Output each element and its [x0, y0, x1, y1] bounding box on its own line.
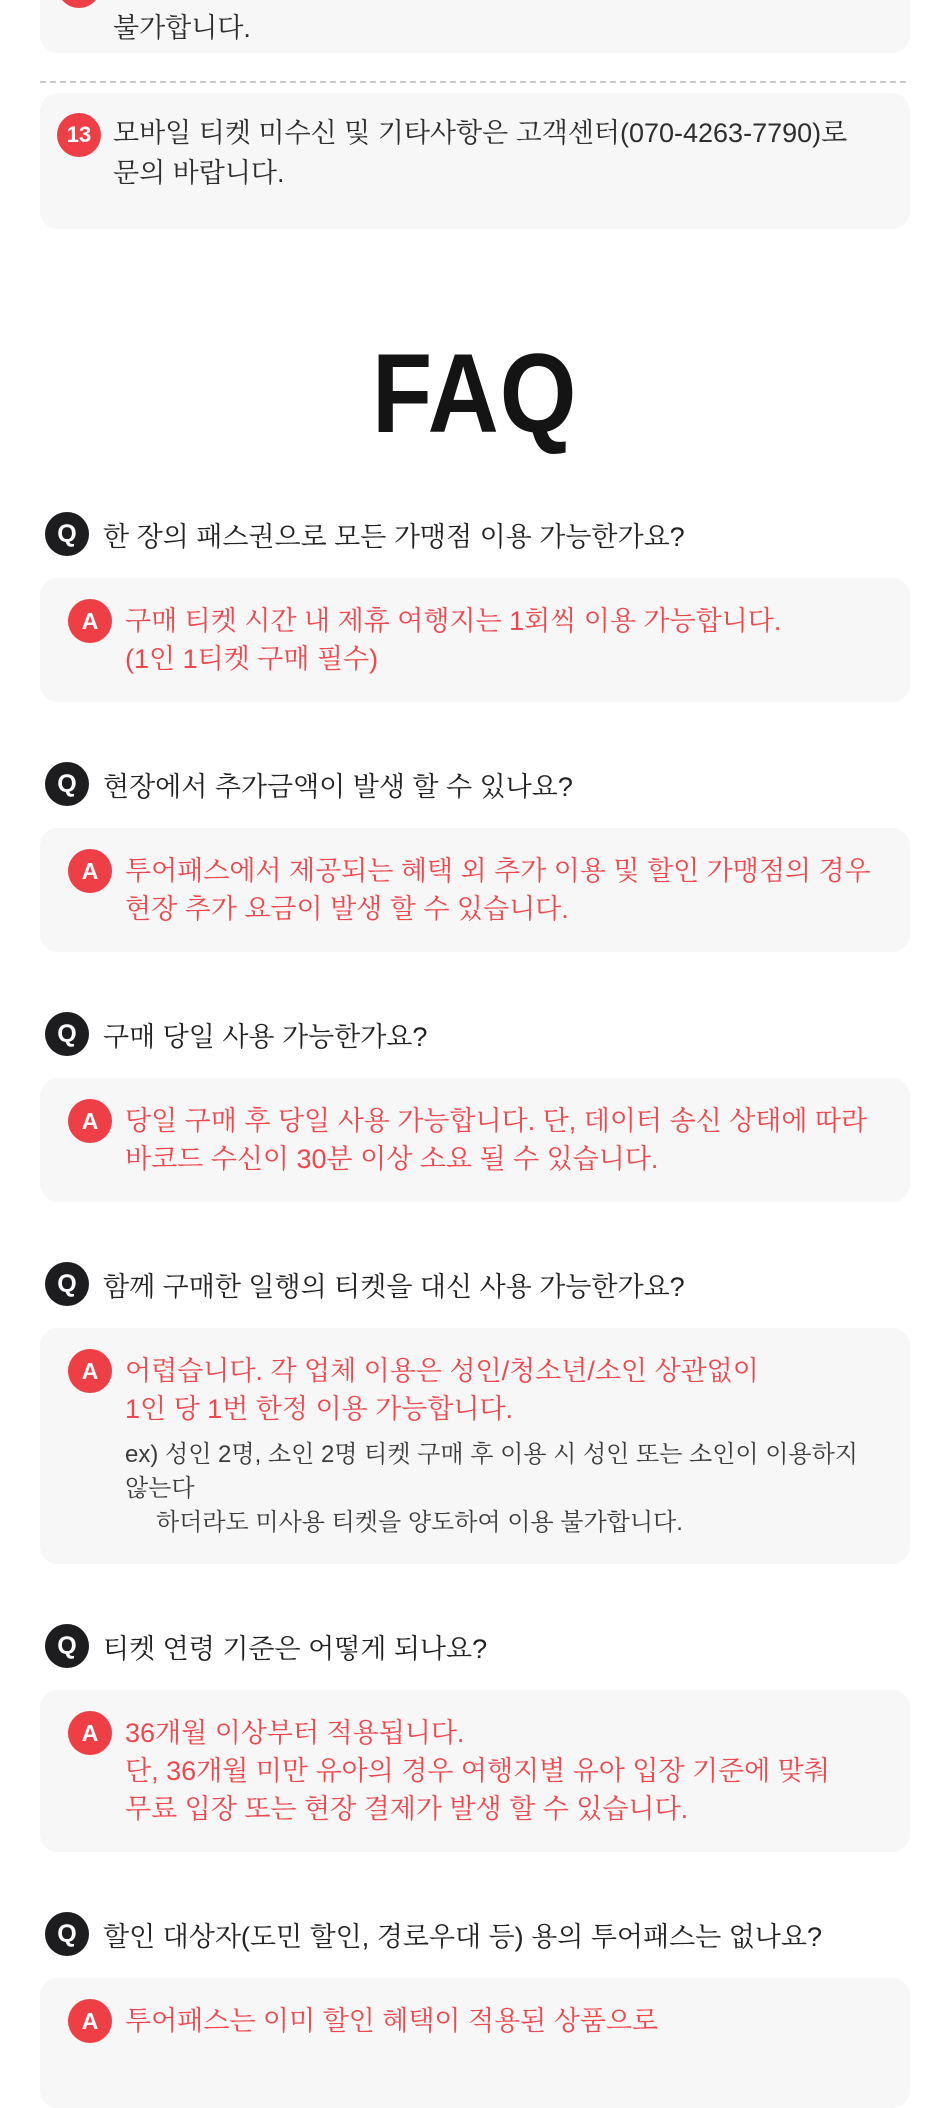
question-text: 할인 대상자(도민 할인, 경로우대 등) 용의 투어패스는 없나요? — [103, 1921, 822, 1952]
q-badge: Q — [45, 1912, 89, 1956]
faq-heading-text: FAQ — [372, 331, 578, 456]
q-badge: Q — [45, 1624, 89, 1668]
q-badge: Q — [45, 1012, 89, 1056]
notice-item-13-line2: 문의 바랍니다. — [113, 158, 285, 188]
faq-item-1 — [0, 512, 950, 702]
note-line: 하더라도 미사용 티켓을 양도하여 이용 불가합니다. — [156, 1509, 683, 1536]
a-badge: A — [68, 1099, 112, 1143]
faq-heading — [0, 331, 950, 456]
a-badge: A — [68, 1349, 112, 1393]
answer-line: 어렵습니다. 각 업체 이용은 성인/청소년/소인 상관없이 — [125, 1356, 759, 1386]
question-row — [45, 1262, 910, 1306]
question-text: 현장에서 추가금액이 발생 할 수 있나요? — [103, 771, 573, 802]
answer-line: 36개월 이상부터 적용됩니다. — [125, 1718, 465, 1748]
answer-line: 1인 당 1번 한정 이용 가능합니다. — [125, 1394, 514, 1424]
faq-item-5 — [0, 1624, 950, 1852]
question-text: 티켓 연령 기준은 어떻게 되나요? — [103, 1633, 488, 1664]
notice-number-badge-partial — [57, 0, 101, 8]
answer-card — [40, 1690, 910, 1852]
question-text: 함께 구매한 일행의 티켓을 대신 사용 가능한가요? — [103, 1271, 685, 1302]
answer-line: 무료 입장 또는 현장 결제가 발생 할 수 있습니다. — [125, 1794, 689, 1824]
a-badge: A — [68, 1999, 112, 2043]
a-badge: A — [68, 599, 112, 643]
question-row — [45, 1012, 910, 1056]
q-badge: Q — [45, 1262, 89, 1306]
q-badge: Q — [45, 512, 89, 556]
question-text: 구매 당일 사용 가능한가요? — [103, 1021, 428, 1052]
answer-line: 투어패스에서 제공되는 혜택 외 추가 이용 및 할인 가맹점의 경우 — [125, 856, 871, 886]
note-line: ex) 성인 2명, 소인 2명 티켓 구매 후 이용 시 성인 또는 소인이 이용하지 않는다 — [125, 1441, 858, 1502]
answer-card — [40, 1078, 910, 1202]
notice-number-badge: 13 — [57, 113, 101, 157]
question-row — [45, 1912, 910, 1956]
answer-card — [40, 578, 910, 702]
question-row — [45, 512, 910, 556]
question-text: 한 장의 패스권으로 모든 가맹점 이용 가능한가요? — [103, 521, 685, 552]
notice-item-12-card — [40, 0, 910, 53]
answer-line: 현장 추가 요금이 발생 할 수 있습니다. — [125, 894, 569, 924]
q-badge: Q — [45, 762, 89, 806]
notice-item-13-line1: 모바일 티켓 미수신 및 기타사항은 고객센터(070-4263-7790)로 — [113, 118, 848, 148]
answer-line: 단, 36개월 미만 유아의 경우 여행지별 유아 입장 기준에 맞춰 — [125, 1756, 830, 1786]
answer-card — [40, 1978, 910, 2108]
dashed-divider — [40, 81, 906, 83]
answer-line: 구매 티켓 시간 내 제휴 여행지는 1회씩 이용 가능합니다. — [125, 606, 782, 636]
answer-line: (1인 1티켓 구매 필수) — [125, 644, 379, 674]
question-row — [45, 762, 910, 806]
notice-item-13-card — [40, 93, 910, 229]
answer-card — [40, 828, 910, 952]
faq-item-4 — [0, 1262, 950, 1564]
a-badge: A — [68, 1711, 112, 1755]
answer-line: 바코드 수신이 30분 이상 소요 될 수 있습니다. — [125, 1144, 659, 1174]
faq-item-3 — [0, 1012, 950, 1202]
answer-line: 투어패스는 이미 할인 혜택이 적용된 상품으로 — [125, 2006, 659, 2036]
answer-card — [40, 1328, 910, 1564]
notice-item-12-text: 불가합니다. — [113, 13, 251, 43]
faq-item-2 — [0, 762, 950, 952]
a-badge: A — [68, 849, 112, 893]
faq-item-6 — [0, 1912, 950, 2108]
notice-section — [0, 0, 950, 229]
question-row — [45, 1624, 910, 1668]
answer-line: 당일 구매 후 당일 사용 가능합니다. 단, 데이터 송신 상태에 따라 — [125, 1106, 868, 1136]
answer-example-note — [125, 1438, 880, 1540]
